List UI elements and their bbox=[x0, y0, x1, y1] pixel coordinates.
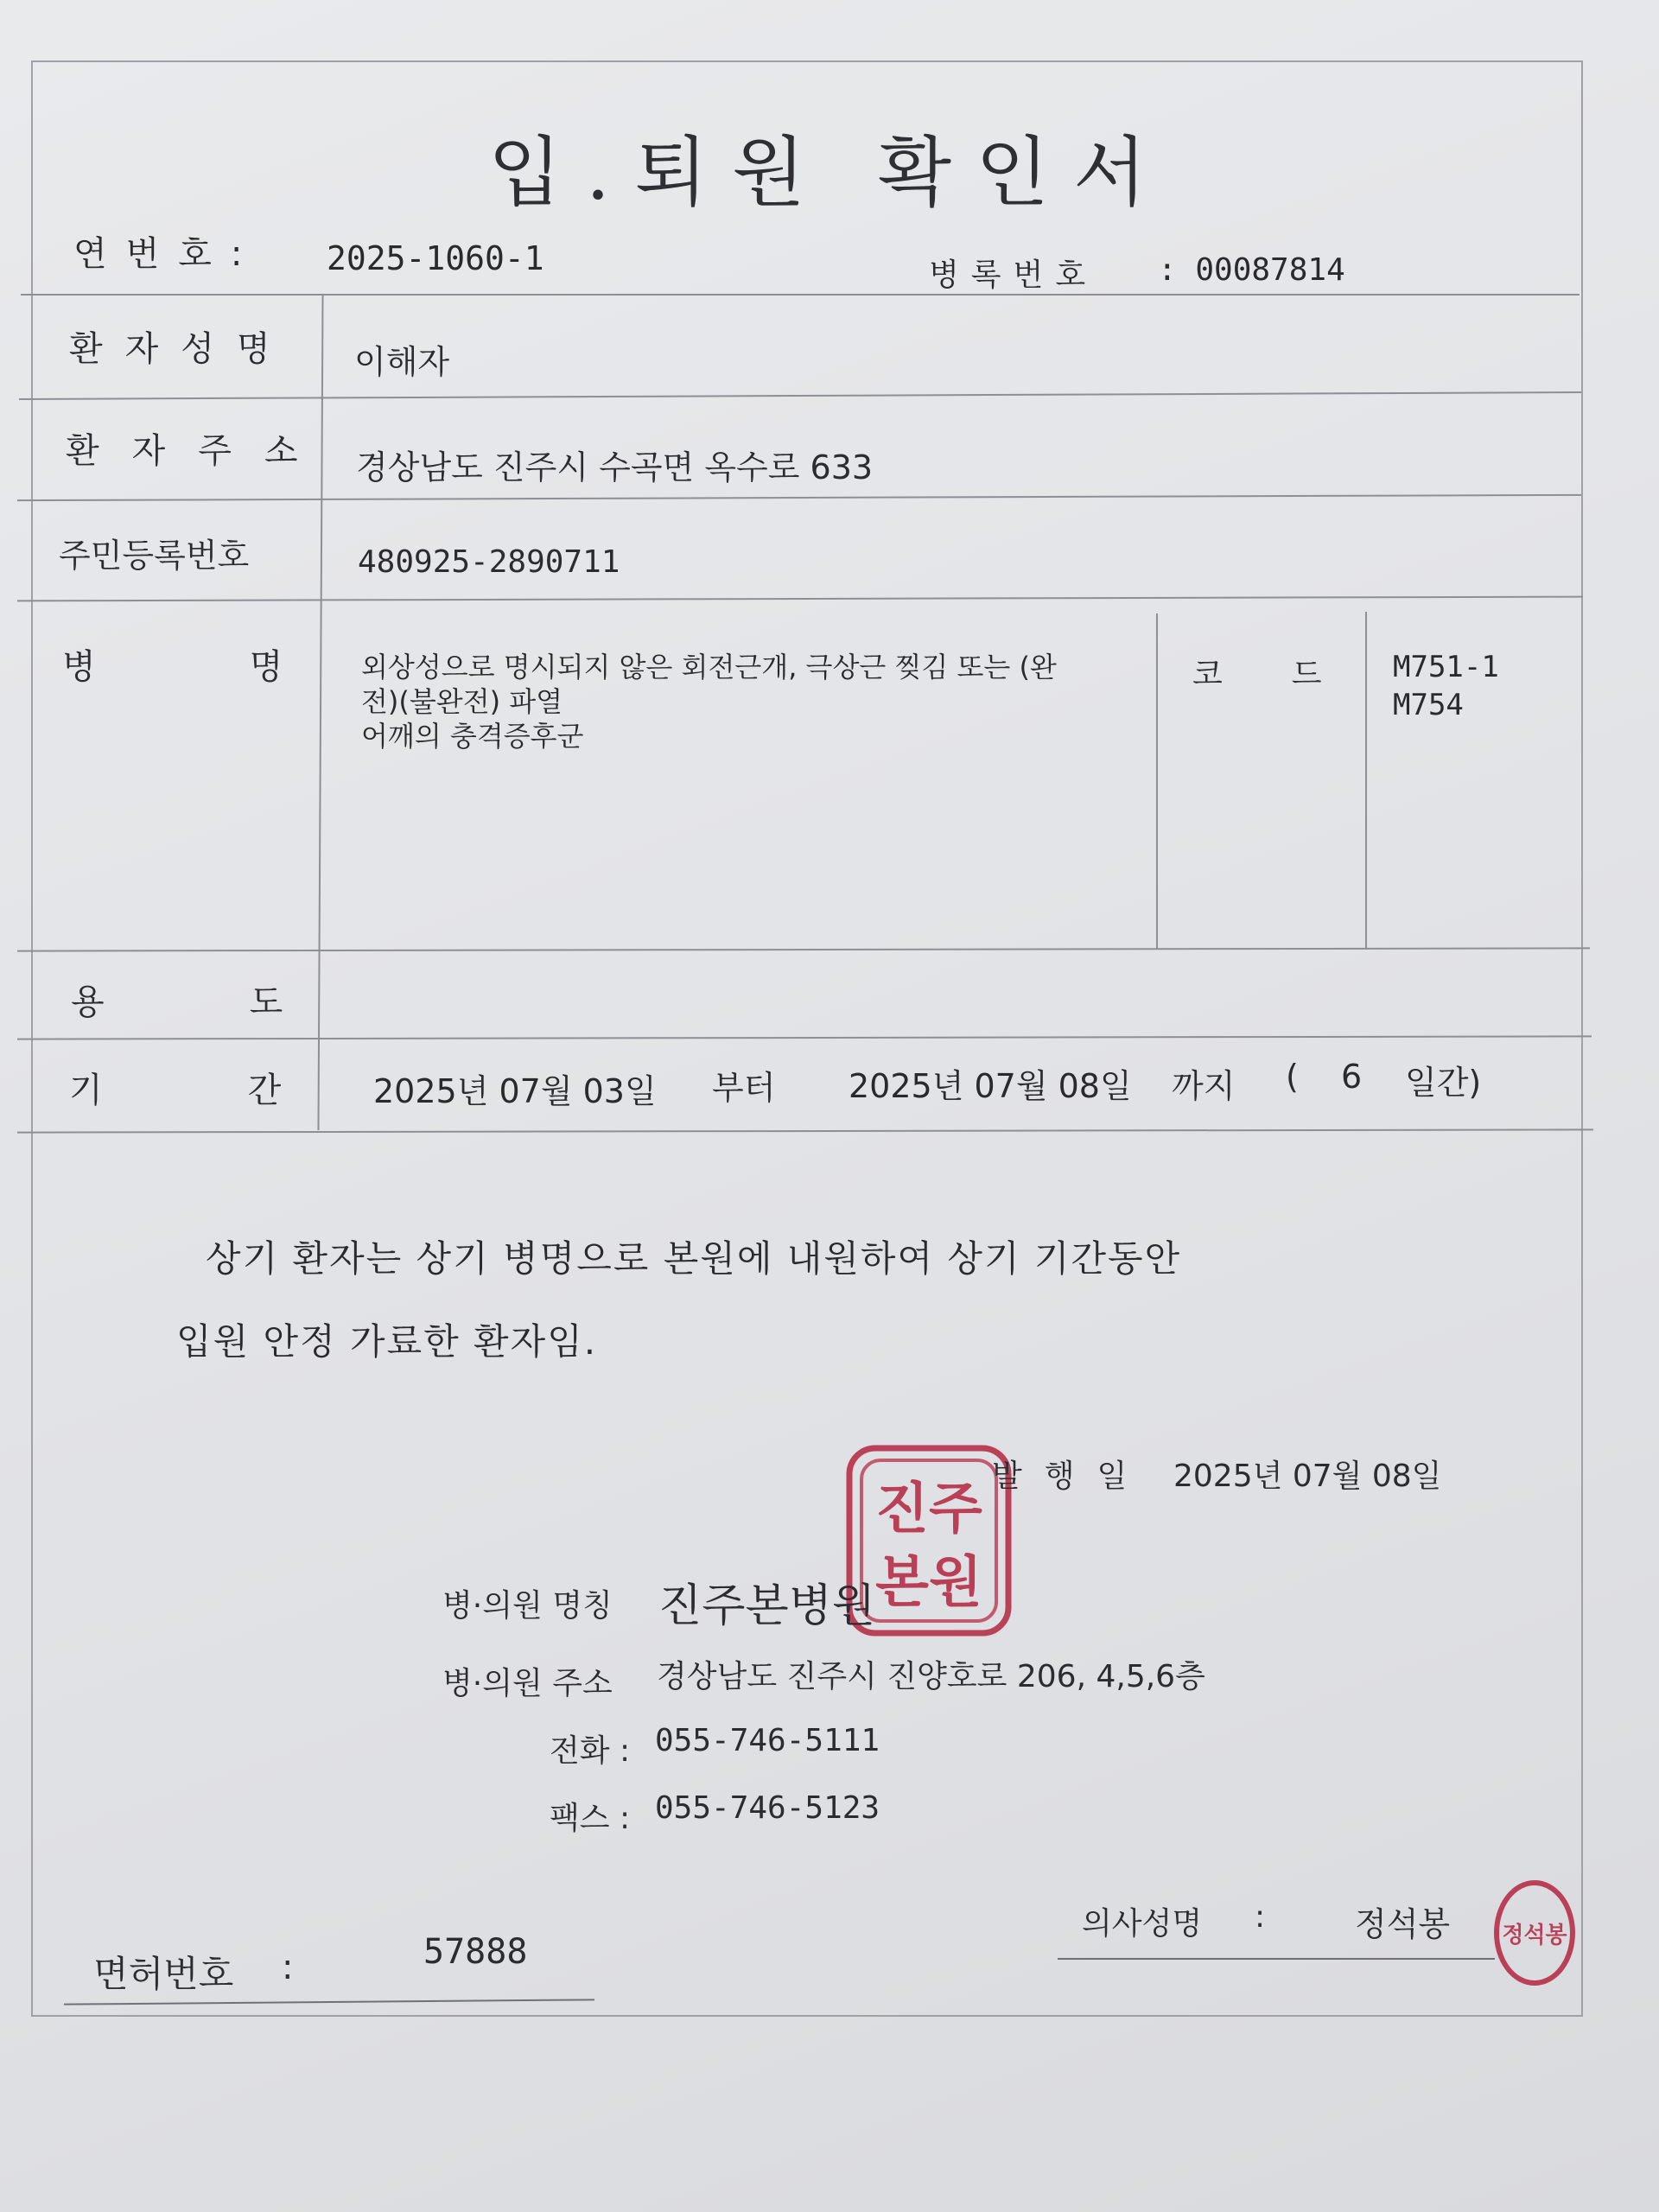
diagnosis-line: 전)(불완전) 파열 bbox=[361, 685, 563, 718]
patient-name-value: 이해자 bbox=[354, 343, 450, 381]
chart-number-value: : 00087814 bbox=[1158, 252, 1345, 288]
hospital-address: 경상남도 진주시 진양호로 206, 4,5,6층 bbox=[657, 1659, 1205, 1694]
period-days-open: ( bbox=[1286, 1058, 1299, 1096]
chart-number-label: 병록번호 bbox=[929, 257, 1098, 293]
diagnosis-text bbox=[361, 650, 1152, 753]
table-line bbox=[1156, 613, 1158, 949]
patient-address-label: 환자주소 bbox=[66, 431, 331, 471]
resident-number-label: 주민등록번호 bbox=[59, 537, 250, 575]
purpose-label: 용도 bbox=[71, 982, 429, 1022]
resident-number-value: 480925-2890711 bbox=[358, 544, 620, 580]
statement-line: 상기 환자는 상기 병명으로 본원에 내원하여 상기 기간동안 bbox=[206, 1237, 1182, 1280]
period-from-suffix: 부터 bbox=[712, 1069, 776, 1107]
fax-label: 팩스 : bbox=[550, 1801, 631, 1836]
phone-label: 전화 : bbox=[550, 1733, 631, 1769]
patient-name-label: 환자성명 bbox=[69, 329, 293, 369]
issue-date-value: 2025년 07월 08일 bbox=[1173, 1459, 1442, 1494]
period-to: 2025년 07월 08일 bbox=[849, 1067, 1132, 1105]
doctor-seal-icon bbox=[1490, 1877, 1580, 1989]
diagnosis-line: 어깨의 충격증후군 bbox=[361, 720, 584, 753]
period-label: 기간 bbox=[69, 1071, 427, 1110]
hospital-seal-text-bottom: 본원 bbox=[875, 1550, 982, 1615]
license-colon: : bbox=[282, 1948, 294, 1987]
diagnosis-code: M754 bbox=[1393, 688, 1464, 722]
hospital-seal-text-top: 진주 bbox=[875, 1477, 982, 1541]
serial-label: 연번호: bbox=[73, 234, 262, 274]
doctor-name: 정석봉 bbox=[1355, 1905, 1451, 1943]
statement-line: 입원 안정 가료한 환자임. bbox=[176, 1320, 598, 1363]
issue-date-label: 발행일 bbox=[992, 1459, 1150, 1494]
code-label: 코드 bbox=[1192, 657, 1391, 692]
table-line bbox=[21, 294, 1580, 296]
document-title: 입.퇴원 확인서 bbox=[488, 128, 1171, 217]
license-label: 면허번호 bbox=[93, 1953, 234, 1995]
hospital-address-label: 병·의원 주소 bbox=[442, 1666, 613, 1701]
doctor-colon: : bbox=[1255, 1899, 1266, 1935]
fax-value: 055-746-5123 bbox=[655, 1790, 880, 1826]
phone-value: 055-746-5111 bbox=[655, 1723, 880, 1758]
doctor-label: 의사성명 bbox=[1082, 1906, 1203, 1942]
period-days: 6 bbox=[1341, 1058, 1363, 1096]
period-from: 2025년 07월 03일 bbox=[373, 1072, 657, 1110]
hospital-name: 진주본병원 bbox=[658, 1580, 876, 1632]
doctor-signature-line bbox=[1058, 1958, 1495, 1960]
patient-address-value: 경상남도 진주시 수곡면 옥수로 633 bbox=[356, 448, 874, 486]
hospital-name-label: 병·의원 명칭 bbox=[442, 1588, 613, 1624]
diagnosis-label: 병명 bbox=[62, 647, 437, 687]
license-value: 57888 bbox=[423, 1932, 528, 1972]
doctor-seal-text: 정석봉 bbox=[1502, 1923, 1567, 1948]
diagnosis-codes bbox=[1393, 648, 1499, 724]
serial-value: 2025-1060-1 bbox=[327, 239, 544, 277]
period-days-suffix: 일간) bbox=[1405, 1064, 1482, 1102]
diagnosis-line: 외상성으로 명시되지 않은 회전근개, 극상근 찢김 또는 (완 bbox=[361, 651, 1057, 683]
period-to-suffix: 까지 bbox=[1172, 1067, 1236, 1105]
diagnosis-code: M751-1 bbox=[1393, 650, 1499, 684]
